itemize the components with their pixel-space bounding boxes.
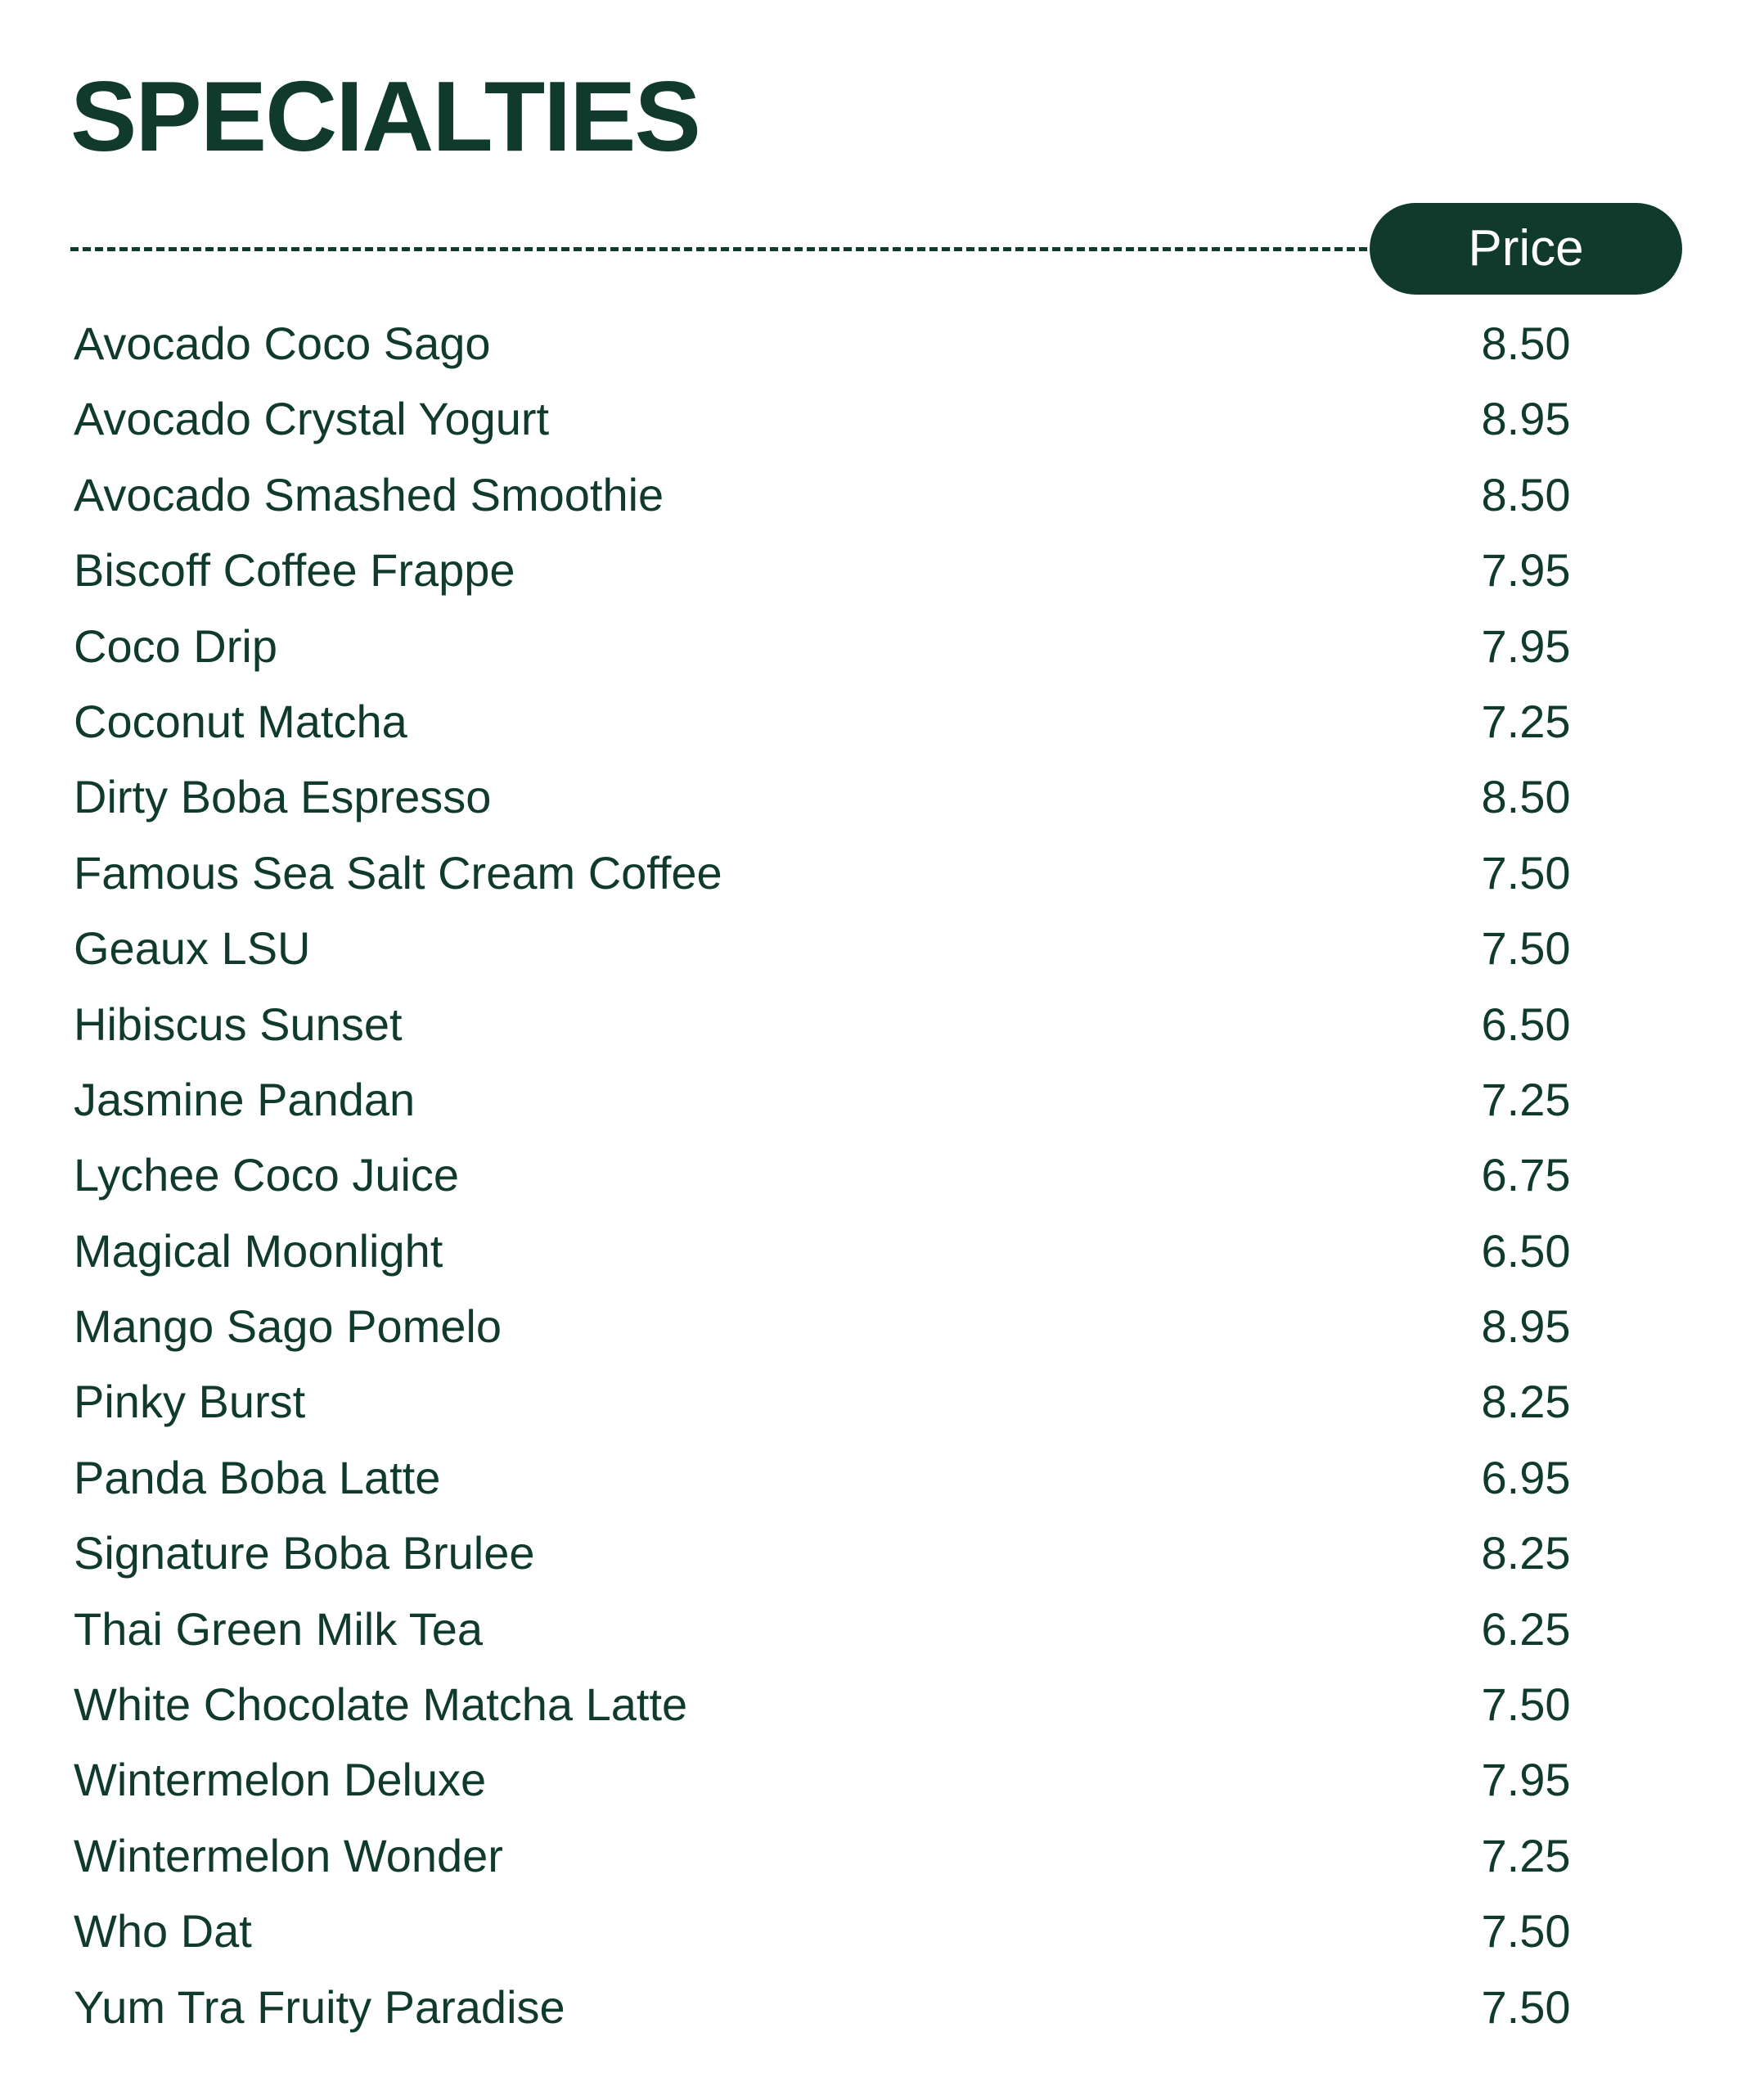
menu-item [70,1440,1682,1516]
menu-item-list [70,306,1682,2045]
menu-item-name: Mango Sago Pomelo [74,1300,502,1353]
menu-item-price: 7.50 [1481,1678,1571,1731]
menu-item-price: 8.25 [1481,1527,1571,1579]
menu-item [70,836,1682,911]
menu-item-price: 7.25 [1481,695,1571,747]
menu-item-price: 8.50 [1481,771,1571,823]
menu-item-price: 7.95 [1481,1754,1571,1806]
menu-title: SPECIALTIES [70,61,700,172]
menu-item-name: Wintermelon Deluxe [74,1754,487,1806]
menu-item-price: 7.25 [1481,1073,1571,1125]
menu-item [70,759,1682,835]
menu-item-price: 6.75 [1481,1149,1571,1201]
menu-item [70,1214,1682,1289]
menu-item [70,1818,1682,1894]
menu-item-price: 6.25 [1481,1602,1571,1655]
menu-item-name: Yum Tra Fruity Paradise [74,1980,565,2033]
menu-item-price: 6.50 [1481,1224,1571,1277]
menu-item [70,457,1682,533]
menu-item-name: Avocado Crystal Yogurt [74,393,550,445]
price-header-row [70,203,1682,295]
menu-item-name: Avocado Coco Sago [74,318,491,369]
menu-item-name: Panda Boba Latte [74,1451,441,1503]
menu-item [70,381,1682,457]
menu-item-name: Thai Green Milk Tea [74,1602,484,1655]
menu-item-price: 8.25 [1481,1376,1571,1428]
menu-item [70,1970,1682,2045]
menu-item-price: 8.50 [1481,468,1571,520]
menu-item-name: Pinky Burst [74,1376,306,1428]
menu-item-name: Geaux LSU [74,922,311,975]
menu-item-name: Jasmine Pandan [74,1073,416,1125]
menu-item [70,306,1682,381]
menu-item [70,1364,1682,1439]
menu-item-price: 7.25 [1481,1829,1571,1881]
menu-item-name: Wintermelon Wonder [74,1829,503,1881]
menu-item [70,1667,1682,1742]
menu-item-name: Hibiscus Sunset [74,998,403,1050]
menu-item [70,1289,1682,1364]
menu-item-name: Who Dat [74,1905,252,1958]
menu-item-price: 7.50 [1481,1980,1571,2033]
menu-item-name: Famous Sea Salt Cream Coffee [74,846,722,899]
menu-item-price: 7.95 [1481,619,1571,672]
menu-item [70,987,1682,1062]
menu-item-price: 7.50 [1481,1905,1571,1958]
menu-item [70,533,1682,608]
dashed-divider [70,247,1379,251]
menu-item [70,1742,1682,1818]
menu-item-price: 8.95 [1481,393,1571,445]
menu-item-name: Magical Moonlight [74,1224,443,1277]
menu-item [70,1516,1682,1591]
menu-item-name: Lychee Coco Juice [74,1149,460,1201]
menu-item [70,609,1682,684]
menu-item-price: 7.50 [1481,846,1571,899]
menu-item [70,911,1682,986]
menu-item [70,1062,1682,1138]
menu-item-price: 7.95 [1481,544,1571,597]
price-column-header: Price [1370,203,1682,295]
menu-item [70,1138,1682,1213]
menu-item-price: 8.95 [1481,1300,1571,1353]
menu-item-name: Avocado Smashed Smoothie [74,468,664,520]
menu-item [70,684,1682,759]
menu-item [70,1894,1682,1969]
menu-item [70,1592,1682,1667]
menu-item-name: Coco Drip [74,619,277,672]
menu-item-price: 6.95 [1481,1451,1571,1503]
menu-item-price: 7.50 [1481,922,1571,975]
menu-item-name: Coconut Matcha [74,695,407,747]
menu-item-name: Signature Boba Brulee [74,1527,535,1579]
menu-item-name: Dirty Boba Espresso [74,771,492,823]
menu-item-price: 6.50 [1481,998,1571,1050]
menu-item-name: Biscoff Coffee Frappe [74,544,515,597]
menu-item-price: 8.50 [1481,318,1571,369]
menu-item-name: White Chocolate Matcha Latte [74,1678,688,1731]
